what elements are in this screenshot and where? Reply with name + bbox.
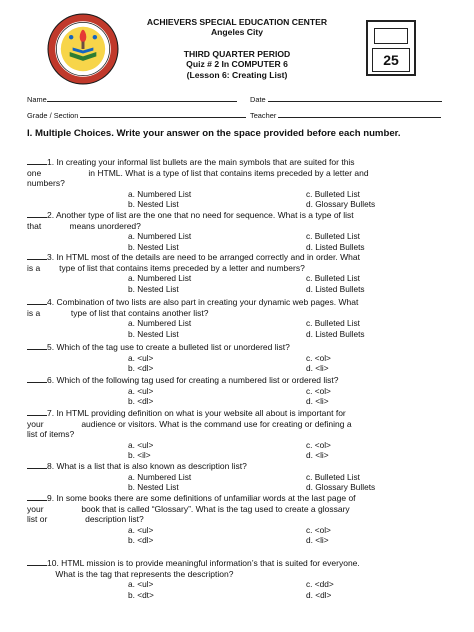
question-line (27, 419, 457, 430)
question-10 (27, 557, 457, 579)
question-line (27, 504, 457, 515)
choice-option: a. <ul> (128, 385, 154, 396)
choice-option: c. <ol> (306, 524, 331, 535)
question-text: 4. Combination of two lists are also part in creating your dynamic web pages. What (47, 297, 359, 307)
teacher-label: Teacher (250, 111, 277, 120)
question-line (27, 168, 457, 179)
name-line[interactable] (47, 94, 237, 102)
choice-option: d. Listed Bullets (306, 241, 365, 252)
school-name: ACHIEVERS SPECIAL EDUCATION CENTER (146, 17, 328, 27)
question-line (27, 492, 457, 504)
answer-blank[interactable] (27, 557, 47, 566)
choice-option: b. Nested List (128, 328, 179, 339)
score-obtained-box (374, 28, 408, 44)
date-line[interactable] (268, 94, 442, 102)
choice-option: d. <dl> (306, 589, 332, 600)
question-text: one in HTML. What is a type of list that contains items preceded by a letter and (27, 167, 369, 178)
question-line (27, 569, 457, 580)
question-line (27, 460, 457, 472)
question-4 (27, 296, 457, 318)
question-text: is a type of list that contains items preceded by a letter and numbers? (27, 262, 305, 273)
choice-option: b. Nested List (128, 199, 179, 209)
choice-option: b. Nested List (128, 241, 179, 252)
score-box (366, 20, 416, 76)
question-line (27, 156, 457, 168)
score-total: 25 (372, 48, 410, 72)
choice-option: a. Numbered List (128, 231, 192, 241)
choice-option: b. <dl> (128, 535, 154, 545)
question-line (27, 308, 457, 319)
choice-option: d. <li> (306, 535, 329, 545)
answer-blank[interactable] (27, 492, 47, 501)
choice-option: c. Bulleted List (306, 471, 360, 482)
question-text: list of items? (27, 429, 75, 439)
choice-option: d. Glossary Bullets (306, 482, 376, 492)
answer-blank[interactable] (27, 156, 47, 165)
question-text: 9. In some books there are some definitions of unfamiliar words at the last page of (47, 493, 356, 503)
question-6 (27, 374, 457, 386)
lesson-title: (Lesson 6: Creating List) (186, 70, 288, 80)
question-text: 6. Which of the following tag used for creating a numbered list or ordered list? (47, 375, 339, 385)
choice-option: b. <dl> (128, 363, 154, 373)
choice-option: c. <ol> (306, 352, 331, 363)
choice-option: a. <ul> (128, 352, 154, 363)
name-label: Name (27, 95, 47, 104)
answer-blank[interactable] (27, 407, 47, 416)
question-line (27, 557, 457, 569)
choice-option: d. <li> (306, 396, 329, 406)
question-line (27, 514, 457, 525)
answer-blank[interactable] (27, 341, 47, 350)
question-text: list or description list? (27, 514, 144, 524)
choice-option: c. Bulleted List (306, 318, 360, 328)
choice-option: c. <dd> (306, 579, 334, 589)
date-field[interactable] (250, 94, 442, 104)
choice-option: d. Listed Bullets (306, 328, 365, 339)
choice-option: c. <ol> (306, 439, 331, 450)
choice-option: b. Nested List (128, 283, 179, 294)
question-text: 5. Which of the tag use to create a bulleted list or unordered list? (47, 342, 290, 352)
question-line (27, 429, 457, 440)
question-text: 2. Another type of list are the one that no need for sequence. What is a type of list (47, 210, 354, 220)
question-text: is a type of list that contains another list? (27, 307, 209, 318)
answer-blank[interactable] (27, 296, 47, 305)
question-line (27, 221, 457, 232)
instructions: I. Multiple Choices. Write your answer on the space provided before each number. (27, 128, 401, 139)
choice-option: a. Numbered List (128, 318, 192, 328)
grade-section-label: Grade / Section (27, 111, 79, 120)
question-9 (27, 492, 457, 525)
choice-option: a. Numbered List (128, 273, 192, 283)
answer-blank[interactable] (27, 251, 47, 260)
question-line (27, 251, 457, 263)
choice-option: a. <ul> (128, 579, 154, 589)
question-2 (27, 209, 457, 231)
question-line (27, 178, 457, 189)
choice-option: d. <li> (306, 363, 329, 373)
question-text: 3. In HTML most of the details are need to be arranged correctly and in order. What (47, 252, 360, 262)
choice-option: a. Numbered List (128, 188, 192, 199)
quarter-period: THIRD QUARTER PERIOD (183, 49, 291, 59)
quiz-title: Quiz # 2 In COMPUTER 6 (186, 59, 288, 69)
choice-option: d. Listed Bullets (306, 283, 365, 294)
question-5 (27, 341, 457, 353)
question-text: your audience or visitors. What is the command use for creating or defining a (27, 418, 352, 429)
choice-option: d. Glossary Bullets (306, 199, 376, 209)
question-text: numbers? (27, 178, 65, 188)
choice-option: c. Bulleted List (306, 188, 360, 199)
choice-option: c. Bulleted List (306, 231, 360, 241)
question-text: 8. What is a list that is also known as description list? (47, 461, 247, 471)
school-city: Angeles City (210, 27, 264, 37)
question-line (27, 263, 457, 274)
teacher-line[interactable] (278, 110, 441, 118)
question-1 (27, 156, 457, 189)
question-text: 10. HTML mission is to provide meaningful information’s that is suited for everyone. (47, 558, 360, 568)
choice-option: b. <il> (128, 450, 151, 460)
choice-option: b. <dl> (128, 396, 154, 406)
question-text: 7. In HTML providing definition on what is your website all about is important for (47, 408, 346, 418)
teacher-field[interactable] (250, 110, 441, 120)
question-line (27, 296, 457, 308)
question-text: that means unordered? (27, 220, 141, 231)
question-line (27, 209, 457, 221)
answer-blank[interactable] (27, 374, 47, 383)
choice-option: a. <ul> (128, 524, 154, 535)
grade-section-field[interactable] (27, 110, 246, 120)
question-line (27, 407, 457, 419)
choice-option: d. <li> (306, 450, 329, 460)
question-line (27, 341, 457, 353)
grade-section-line[interactable] (80, 110, 246, 118)
choice-option: c. Bulleted List (306, 273, 360, 283)
choice-option: b. <dt> (128, 589, 154, 600)
question-line (27, 374, 457, 386)
choice-option: a. Numbered List (128, 471, 192, 482)
question-text: What is the tag that represents the description? (27, 568, 234, 579)
question-8 (27, 460, 457, 472)
name-field[interactable] (27, 94, 237, 104)
answer-blank[interactable] (27, 460, 47, 469)
question-3 (27, 251, 457, 273)
choice-option: c. <ol> (306, 385, 331, 396)
question-text: 1. In creating your informal list bullets are the main symbols that are suited for this (47, 157, 355, 167)
answer-blank[interactable] (27, 209, 47, 218)
choice-option: a. <ul> (128, 439, 154, 450)
date-label: Date (250, 95, 266, 104)
choice-option: b. Nested List (128, 482, 179, 492)
question-text: your book that is called “Glossary”. What is the tag used to create a glossary (27, 503, 350, 514)
question-7 (27, 407, 457, 440)
